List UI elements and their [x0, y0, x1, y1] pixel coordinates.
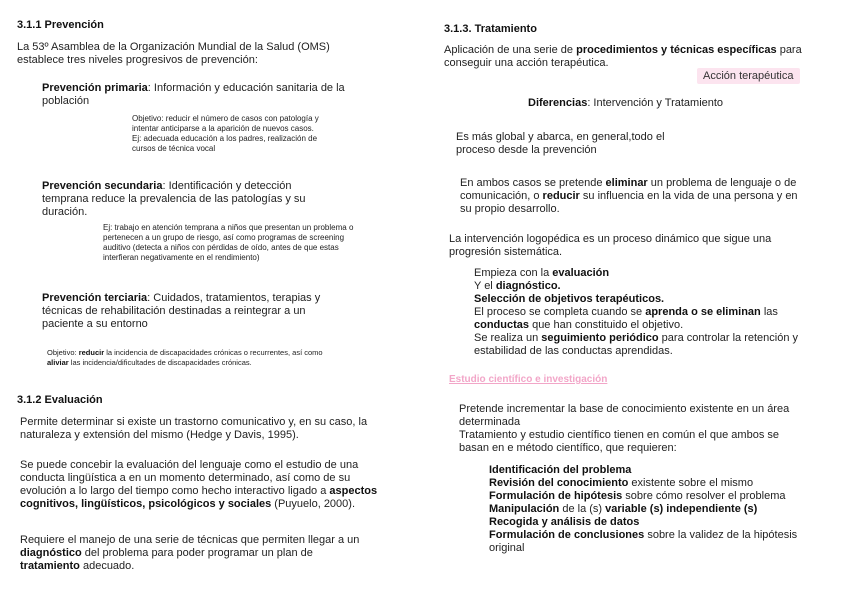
text: existente sobre el mismo [628, 477, 754, 489]
prevencion-primaria-note [132, 114, 372, 154]
metodo-list [489, 464, 819, 555]
text-bold: Selección de objetivos terapéuticos. [474, 293, 665, 305]
diferencias-line [528, 97, 723, 110]
list-item [489, 503, 819, 516]
text: : Intervención y Tratamiento [587, 97, 724, 109]
note-line: cursos de técnica vocal [132, 144, 216, 153]
text: del problema para poder programar un plan de [81, 547, 313, 559]
note-line [47, 348, 387, 358]
text: que han constituido el objetivo. [529, 319, 684, 331]
list-item [489, 529, 819, 555]
list-item [489, 516, 819, 529]
text-bold: diagnóstico [20, 547, 82, 559]
text: Se realiza un [474, 332, 542, 344]
note-line: intentar anticiparse a la aparición de nuevos casos. [132, 124, 314, 133]
list-item [489, 477, 819, 490]
note-line: Ej: adecuada educación a los padres, realización de [132, 134, 318, 143]
text-bold: Recogida y análisis de datos [489, 516, 640, 528]
prevencion-terciaria-title: Prevención terciaria [42, 292, 148, 304]
text: sobre cómo resolver el problema [622, 490, 786, 502]
text-bold: seguimiento periódico [541, 332, 659, 344]
text-bold: aprenda o se eliminan [645, 306, 761, 318]
text-bold: aspectos cognitivos, lingüísticos, psicológicos y sociales [20, 485, 378, 510]
tratamiento-p3 [460, 177, 800, 216]
text-bold: procedimientos y técnicas específicas [576, 44, 777, 56]
text: de la (s) [559, 503, 606, 515]
text: su influencia en la vida de una persona y en su propio desarrollo. [460, 190, 798, 215]
text: El proceso se completa cuando se [474, 306, 646, 318]
obj-rest2: las incidencia/dificultades de discapacidades crónicas. [68, 358, 252, 367]
prevencion-secundaria-title: Prevención secundaria [42, 180, 163, 192]
list-item [489, 464, 819, 477]
text-bold: Formulación de conclusiones [489, 529, 645, 541]
step [474, 306, 804, 332]
note-line [47, 358, 387, 368]
text-bold: diagnóstico. [495, 280, 561, 292]
note-line: auditivo (detecta a niños con pérdidas de oído, antes de que estas [103, 243, 339, 252]
obj-label: Objetivo: [47, 348, 79, 357]
prevencion-terciaria [42, 292, 342, 331]
tratamiento-p1 [444, 44, 804, 70]
text: Se puede concebir la evaluación del lenguaje como el estudio de una conducta lingüística a en un momento determinado, así como de su evolución a lo largo del tiempo como hecho interactivo ligado a [20, 459, 359, 497]
text-bold: tratamiento [20, 560, 80, 572]
text: Empieza con la [474, 267, 553, 279]
note-line: Objetivo: reducir el número de casos con patología y [132, 114, 319, 123]
text: Aplicación de una serie de [444, 44, 577, 56]
text-bold: Formulación de hipótesis [489, 490, 623, 502]
tratamiento-p2: Es más global y abarca, en general,todo el proceso desde la prevención [456, 131, 665, 156]
note-line: Ej: trabajo en atención temprana a niños que presentan un problema o [103, 223, 354, 232]
text-bold: evaluación [552, 267, 610, 279]
estudio-p2: Tratamiento y estudio científico tienen en común el que ambos se basan en e método científico, que requieren: [459, 429, 779, 454]
text-bold: variable (s) independiente (s) [605, 503, 758, 515]
estudio-p1: Pretende incrementar la base de conocimiento existente en un área determinada [459, 403, 790, 428]
obj-rest: la incidencia de discapacidades crónicas o recurrentes, así como [104, 348, 323, 357]
text: Requiere el manejo de una serie de técnicas que permiten llegar a un [20, 534, 360, 546]
prevencion-terciaria-objetivo [47, 348, 387, 368]
prevencion-intro: La 53º Asamblea de la Organización Mundial de la Salud (OMS) establece tres niveles progresivos de prevención: [17, 41, 330, 66]
step [474, 293, 804, 306]
tratamiento-p4: La intervención logopédica es un proceso dinámico que sigue una progresión sistemática. [449, 233, 772, 258]
text: las [760, 306, 778, 318]
step [474, 267, 804, 280]
prevencion-primaria [42, 82, 362, 108]
evaluacion-p2 [20, 459, 385, 511]
step [474, 332, 804, 358]
text: Y el [474, 280, 496, 292]
text: para controlar la retención y estabilidad de las conductas aprendidas. [474, 332, 799, 357]
prevencion-secundaria [42, 180, 317, 219]
text-bold: Manipulación [489, 503, 560, 515]
section-heading-tratamiento: 3.1.3. Tratamiento [444, 23, 537, 35]
text: para conseguir una acción terapéutica. [444, 44, 802, 69]
text-bold: conductas [474, 319, 530, 331]
text-bold: Diferencias [528, 97, 588, 109]
prevencion-primaria-text: : Información y educación sanitaria de la población [42, 82, 345, 107]
accion-terapeutica-tag: Acción terapéutica [697, 68, 800, 84]
obj-bold: reducir [78, 348, 105, 357]
estudio-cientifico-link[interactable]: Estudio científico e investigación [449, 374, 608, 385]
prevencion-primaria-title: Prevención primaria [42, 82, 148, 94]
list-item [489, 490, 819, 503]
obj-bold2: aliviar [47, 358, 69, 367]
section-heading-prevencion: 3.1.1 Prevención [17, 19, 104, 31]
note-line: pertenecen a un grupo de riesgo, así como programas de screening [103, 233, 345, 242]
text: adecuado. [79, 560, 135, 572]
text-bold: eliminar [605, 177, 648, 189]
text-bold: Revisión del conocimiento [489, 477, 629, 489]
text: un problema de lenguaje o de comunicación, o [460, 177, 797, 202]
note-line: interfieran negativamente en el rendimiento) [103, 253, 260, 262]
prevencion-secundaria-note [103, 223, 423, 263]
step [474, 280, 804, 293]
text-bold: reducir [542, 190, 580, 202]
evaluacion-p1: Permite determinar si existe un trastorno comunicativo y, en su caso, la naturaleza y extensión del mismo (Hedge y Davis, 1995). [20, 416, 368, 441]
proceso-steps [474, 267, 804, 358]
text-bold: Identificación del problema [489, 464, 632, 476]
section-heading-evaluacion: 3.1.2 Evaluación [17, 394, 103, 406]
prevencion-terciaria-text: : Cuidados, tratamientos, terapias y técnicas de rehabilitación destinadas a reintegrar a un paciente a su entorno [42, 292, 321, 330]
text: sobre la validez de la hipótesis original [489, 529, 798, 554]
prevencion-secundaria-text: : Identificación y detección temprana reduce la prevalencia de las patologías y su duración. [42, 180, 306, 218]
text: En ambos casos se pretende [460, 177, 606, 189]
evaluacion-p3 [20, 534, 375, 573]
text: (Puyuelo, 2000). [271, 498, 356, 510]
